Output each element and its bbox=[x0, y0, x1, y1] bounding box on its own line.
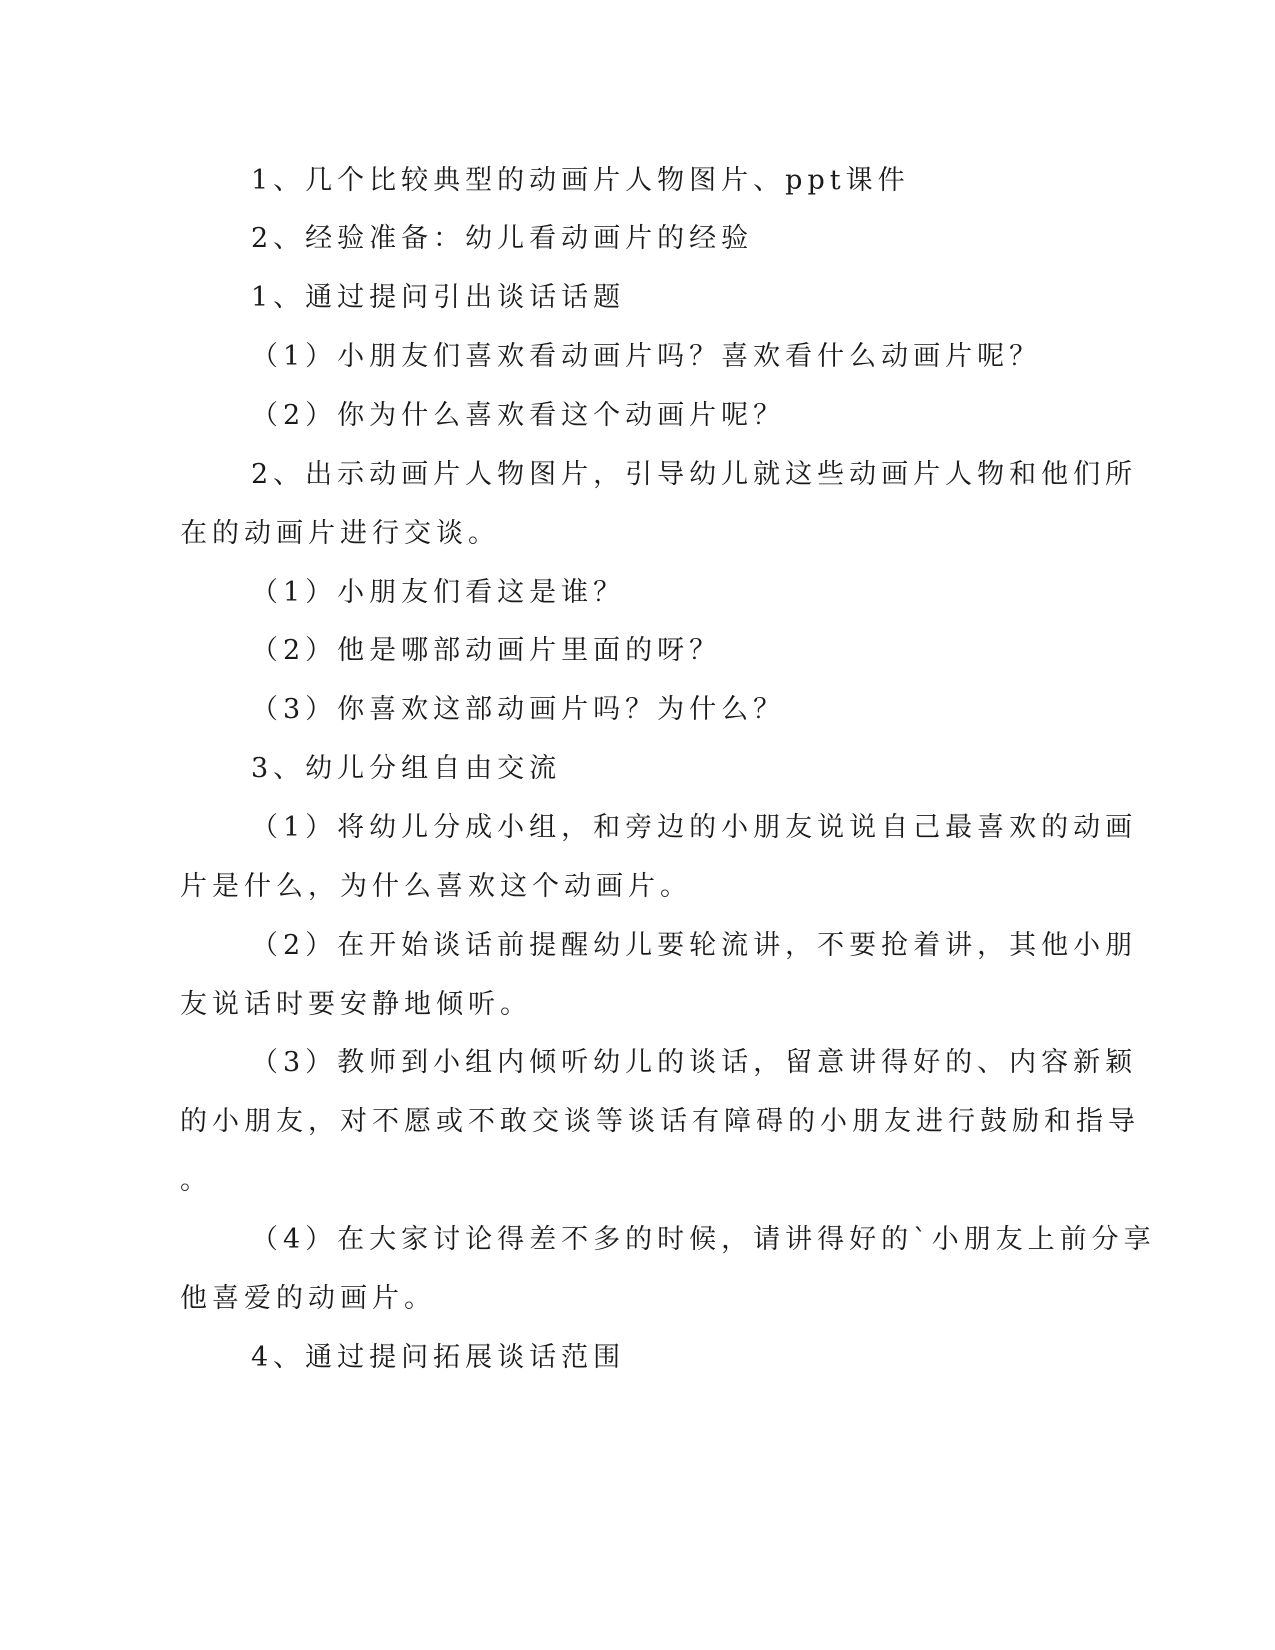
text-line: 片是什么，为什么喜欢这个动画片。 bbox=[180, 871, 692, 902]
text-line: 在的动画片进行交谈。 bbox=[180, 518, 500, 549]
text-line: （1）小朋友们喜欢看动画片吗？喜欢看什么动画片呢？ bbox=[251, 341, 1042, 372]
text-line: （2）他是哪部动画片里面的呀？ bbox=[251, 635, 722, 666]
text-line: 1、几个比较典型的动画片人物图片、ppt课件 bbox=[251, 165, 910, 196]
text-line: （2）在开始谈话前提醒幼儿要轮流讲，不要抢着讲，其他小朋 bbox=[251, 930, 1138, 961]
text-line: 。 bbox=[180, 1165, 212, 1196]
text-line: （4）在大家讨论得差不多的时候，请讲得好的`小朋友上前分享 bbox=[251, 1224, 1156, 1255]
text-line: （1）小朋友们看这是谁？ bbox=[251, 577, 626, 608]
text-line: 友说话时要安静地倾听。 bbox=[180, 989, 532, 1020]
text-line: （2）你为什么喜欢看这个动画片呢？ bbox=[251, 400, 786, 431]
text-line: 他喜爱的动画片。 bbox=[180, 1283, 436, 1314]
text-line: （3）你喜欢这部动画片吗？为什么？ bbox=[251, 694, 786, 725]
text-line: （3）教师到小组内倾听幼儿的谈话，留意讲得好的、内容新颖 bbox=[251, 1047, 1138, 1078]
text-line: 1、通过提问引出谈话话题 bbox=[251, 282, 626, 313]
text-line: 2、出示动画片人物图片，引导幼儿就这些动画片人物和他们所 bbox=[251, 459, 1138, 490]
text-line: （1）将幼儿分成小组，和旁边的小朋友说说自己最喜欢的动画 bbox=[251, 812, 1138, 843]
text-line: 的小朋友，对不愿或不敢交谈等谈话有障碍的小朋友进行鼓励和指导 bbox=[180, 1106, 1140, 1137]
text-line: 3、幼儿分组自由交流 bbox=[251, 753, 562, 784]
text-line: 4、通过提问拓展谈话范围 bbox=[251, 1342, 626, 1373]
text-line: 2、经验准备：幼儿看动画片的经验 bbox=[251, 223, 754, 254]
